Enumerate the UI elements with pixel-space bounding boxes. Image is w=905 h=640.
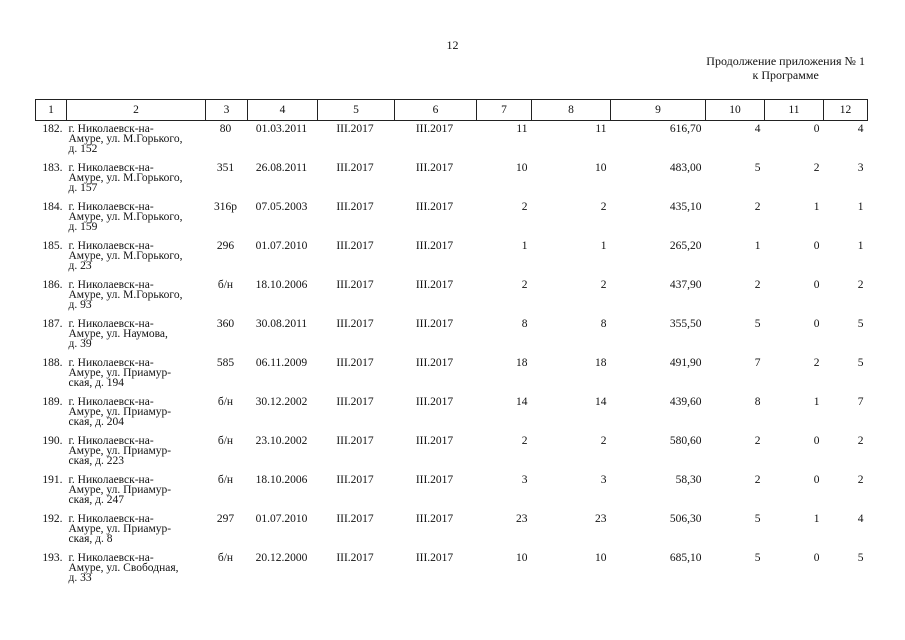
document-number: б/н (217, 434, 234, 447)
document-date: 18.10.2006 (255, 473, 308, 486)
table-row (36, 433, 868, 472)
area-value: 58,30 (675, 473, 702, 486)
col7-value: 10 (516, 161, 528, 174)
col8-value: 18 (595, 356, 607, 369)
start-quarter: III.2017 (336, 200, 374, 213)
address-cell (67, 160, 206, 199)
col10-value: 5 (754, 161, 761, 174)
address-line: Амуре, ул. Приамур- (68, 405, 172, 418)
end-quarter: III.2017 (415, 395, 454, 408)
document-number: 316р (214, 200, 237, 213)
address-cell (67, 433, 206, 472)
area-value: 580,60 (669, 434, 702, 447)
document-date: 30.08.2011 (255, 317, 308, 330)
document-number: 296 (216, 239, 235, 252)
column-header: 11 (765, 100, 824, 121)
address-line: г. Николаевск-на- (68, 473, 154, 486)
address-line: Амуре, ул. Приамур- (68, 366, 172, 379)
address-line: Амуре, ул. М.Горького, (68, 249, 183, 262)
col8-value: 2 (600, 278, 607, 291)
address-line: д. 157 (68, 181, 98, 194)
address-line: г. Николаевск-на- (68, 161, 154, 174)
col10-value: 5 (754, 317, 761, 330)
row-number: 191. (42, 473, 63, 486)
housing-table (35, 99, 868, 589)
col12-value: 4 (857, 512, 864, 525)
col10-value: 2 (754, 200, 761, 213)
start-quarter: III.2017 (336, 551, 374, 564)
table-row (36, 238, 868, 277)
col7-value: 3 (521, 473, 528, 486)
col11-value: 0 (813, 278, 820, 291)
start-quarter: III.2017 (336, 434, 374, 447)
col10-value: 2 (754, 473, 761, 486)
col11-value: 2 (813, 356, 820, 369)
address-line: ская, д. 223 (68, 454, 125, 467)
document-number: 585 (216, 356, 235, 369)
appendix-caption (706, 54, 865, 82)
end-quarter: III.2017 (415, 356, 454, 369)
col11-value: 0 (813, 434, 820, 447)
address-cell (67, 238, 206, 277)
col10-value: 8 (754, 395, 761, 408)
area-value: 616,70 (669, 123, 702, 135)
col10-value: 1 (754, 239, 761, 252)
area-value: 355,50 (669, 317, 702, 330)
row-number: 188. (42, 356, 63, 369)
address-line: ская, д. 247 (68, 493, 125, 506)
address-line: Амуре, ул. М.Горького, (68, 171, 183, 184)
area-value: 265,20 (669, 239, 702, 252)
address-line: д. 39 (68, 337, 92, 350)
col8-value: 11 (595, 123, 607, 135)
document-number: б/н (217, 395, 234, 408)
document-date: 30.12.2002 (255, 395, 308, 408)
table-row (36, 277, 868, 316)
area-value: 506,30 (669, 512, 702, 525)
address-cell (67, 121, 206, 160)
row-number: 187. (42, 317, 63, 330)
end-quarter: III.2017 (415, 278, 454, 291)
address-line: г. Николаевск-на- (68, 123, 154, 135)
col7-value: 23 (516, 512, 528, 525)
address-line: г. Николаевск-на- (68, 239, 154, 252)
document-number: 360 (216, 317, 235, 330)
table-row (36, 160, 868, 199)
col11-value: 0 (813, 317, 820, 330)
row-number: 183. (42, 161, 63, 174)
col7-value: 8 (521, 317, 528, 330)
col10-value: 2 (754, 434, 761, 447)
column-header: 12 (824, 100, 868, 121)
address-cell (67, 199, 206, 238)
address-cell (67, 511, 206, 550)
col10-value: 5 (754, 512, 761, 525)
start-quarter: III.2017 (336, 239, 374, 252)
column-header: 10 (706, 100, 765, 121)
column-header: 3 (206, 100, 248, 121)
document-number: б/н (217, 473, 234, 486)
document-date: 01.03.2011 (255, 123, 308, 135)
row-number: 190. (42, 434, 63, 447)
address-line: г. Николаевск-на- (68, 278, 154, 291)
col8-value: 23 (595, 512, 607, 525)
column-header: 5 (318, 100, 395, 121)
col7-value: 1 (521, 239, 528, 252)
caption-line-1: Продолжение приложения № 1 (706, 54, 865, 68)
address-line: Амуре, ул. Свободная, (68, 561, 179, 574)
start-quarter: III.2017 (336, 473, 374, 486)
area-value: 685,10 (669, 551, 702, 564)
area-value: 435,10 (669, 200, 702, 213)
column-header: 4 (248, 100, 318, 121)
col11-value: 0 (813, 551, 820, 564)
end-quarter: III.2017 (415, 317, 454, 330)
col11-value: 1 (813, 512, 820, 525)
area-value: 439,60 (669, 395, 702, 408)
address-cell (67, 316, 206, 355)
address-line: г. Николаевск-на- (68, 551, 154, 564)
start-quarter: III.2017 (336, 161, 374, 174)
address-line: ская, д. 194 (68, 376, 125, 389)
end-quarter: III.2017 (415, 551, 454, 564)
col7-value: 2 (521, 278, 528, 291)
row-number: 186. (42, 278, 63, 291)
column-header: 2 (67, 100, 206, 121)
row-number: 193. (42, 551, 63, 564)
end-quarter: III.2017 (415, 512, 454, 525)
col7-value: 18 (516, 356, 528, 369)
col12-value: 3 (857, 161, 864, 174)
col12-value: 1 (857, 239, 864, 252)
col11-value: 0 (813, 473, 820, 486)
col12-value: 5 (857, 551, 864, 564)
start-quarter: III.2017 (336, 356, 374, 369)
row-number: 185. (42, 239, 63, 252)
col8-value: 10 (595, 161, 607, 174)
address-line: ская, д. 204 (68, 415, 125, 428)
area-value: 437,90 (669, 278, 702, 291)
document-date: 01.07.2010 (255, 239, 308, 252)
col7-value: 14 (516, 395, 528, 408)
document-date: 18.10.2006 (255, 278, 308, 291)
row-number: 192. (42, 512, 63, 525)
page-number: 12 (446, 38, 459, 52)
address-cell (67, 355, 206, 394)
col7-value: 11 (516, 123, 528, 135)
area-value: 491,90 (669, 356, 702, 369)
start-quarter: III.2017 (336, 317, 374, 330)
document-number: б/н (217, 551, 234, 564)
address-line: г. Николаевск-на- (68, 512, 154, 525)
address-line: г. Николаевск-на- (68, 434, 154, 447)
address-cell (67, 277, 206, 316)
address-line: ская, д. 8 (68, 532, 113, 545)
start-quarter: III.2017 (336, 395, 374, 408)
col11-value: 2 (813, 161, 820, 174)
col10-value: 2 (754, 278, 761, 291)
document-date: 01.07.2010 (255, 512, 308, 525)
col7-value: 2 (521, 200, 528, 213)
col11-value: 0 (813, 123, 820, 135)
address-cell (67, 472, 206, 511)
col8-value: 1 (600, 239, 607, 252)
column-header: 8 (532, 100, 611, 121)
start-quarter: III.2017 (336, 123, 374, 135)
col12-value: 5 (857, 317, 864, 330)
col11-value: 1 (813, 395, 820, 408)
table-row (36, 316, 868, 355)
address-line: г. Николаевск-на- (68, 317, 154, 330)
table-row (36, 121, 868, 160)
end-quarter: III.2017 (415, 200, 454, 213)
col10-value: 4 (754, 123, 761, 135)
start-quarter: III.2017 (336, 512, 374, 525)
col7-value: 10 (516, 551, 528, 564)
address-line: г. Николаевск-на- (68, 356, 154, 369)
end-quarter: III.2017 (415, 473, 454, 486)
end-quarter: III.2017 (415, 434, 454, 447)
address-cell (67, 550, 206, 589)
col8-value: 10 (595, 551, 607, 564)
column-header: 9 (611, 100, 706, 121)
col8-value: 3 (600, 473, 607, 486)
header-row (36, 100, 868, 121)
document-date: 26.08.2011 (255, 161, 308, 174)
start-quarter: III.2017 (336, 278, 374, 291)
column-header: 6 (395, 100, 477, 121)
table-row (36, 550, 868, 589)
address-line: г. Николаевск-на- (68, 395, 154, 408)
address-line: г. Николаевск-на- (68, 200, 154, 213)
col10-value: 5 (754, 551, 761, 564)
table-row (36, 199, 868, 238)
row-number: 184. (42, 200, 63, 213)
col11-value: 0 (813, 239, 820, 252)
address-line: Амуре, ул. Приамур- (68, 522, 172, 535)
col8-value: 14 (595, 395, 607, 408)
row-number: 182. (42, 123, 63, 135)
column-header: 1 (36, 100, 67, 121)
document-date: 23.10.2002 (255, 434, 308, 447)
address-line: Амуре, ул. Приамур- (68, 444, 172, 457)
col10-value: 7 (754, 356, 761, 369)
col7-value: 2 (521, 434, 528, 447)
document-date: 20.12.2000 (255, 551, 308, 564)
col12-value: 2 (857, 434, 864, 447)
col12-value: 4 (857, 123, 864, 135)
row-number: 189. (42, 395, 63, 408)
col8-value: 8 (600, 317, 607, 330)
address-line: Амуре, ул. М.Горького, (68, 133, 183, 145)
document-number: б/н (217, 278, 234, 291)
col12-value: 2 (857, 473, 864, 486)
document-number: 351 (216, 161, 235, 174)
end-quarter: III.2017 (415, 123, 454, 135)
table-row (36, 355, 868, 394)
address-line: Амуре, ул. Приамур- (68, 483, 172, 496)
address-cell (67, 394, 206, 433)
col8-value: 2 (600, 200, 607, 213)
address-line: Амуре, ул. М.Горького, (68, 210, 183, 223)
col12-value: 5 (857, 356, 864, 369)
end-quarter: III.2017 (415, 161, 454, 174)
end-quarter: III.2017 (415, 239, 454, 252)
address-line: д. 23 (68, 259, 92, 272)
col12-value: 2 (857, 278, 864, 291)
table-row (36, 511, 868, 550)
address-line: д. 33 (68, 571, 92, 584)
col12-value: 1 (857, 200, 864, 213)
document-number: 297 (216, 512, 235, 525)
document-number: 80 (219, 123, 232, 135)
table-row (36, 472, 868, 511)
address-line: д. 159 (68, 220, 98, 233)
col8-value: 2 (600, 434, 607, 447)
area-value: 483,00 (669, 161, 702, 174)
caption-line-2: к Программе (752, 68, 819, 82)
address-line: д. 93 (68, 298, 92, 311)
document-date: 07.05.2003 (255, 200, 308, 213)
address-line: Амуре, ул. М.Горького, (68, 288, 183, 301)
address-line: Амуре, ул. Наумова, (68, 327, 168, 340)
col11-value: 1 (813, 200, 820, 213)
column-header: 7 (477, 100, 532, 121)
col12-value: 7 (857, 395, 864, 408)
address-line: д. 152 (68, 143, 98, 155)
document-date: 06.11.2009 (255, 356, 308, 369)
table-row (36, 394, 868, 433)
